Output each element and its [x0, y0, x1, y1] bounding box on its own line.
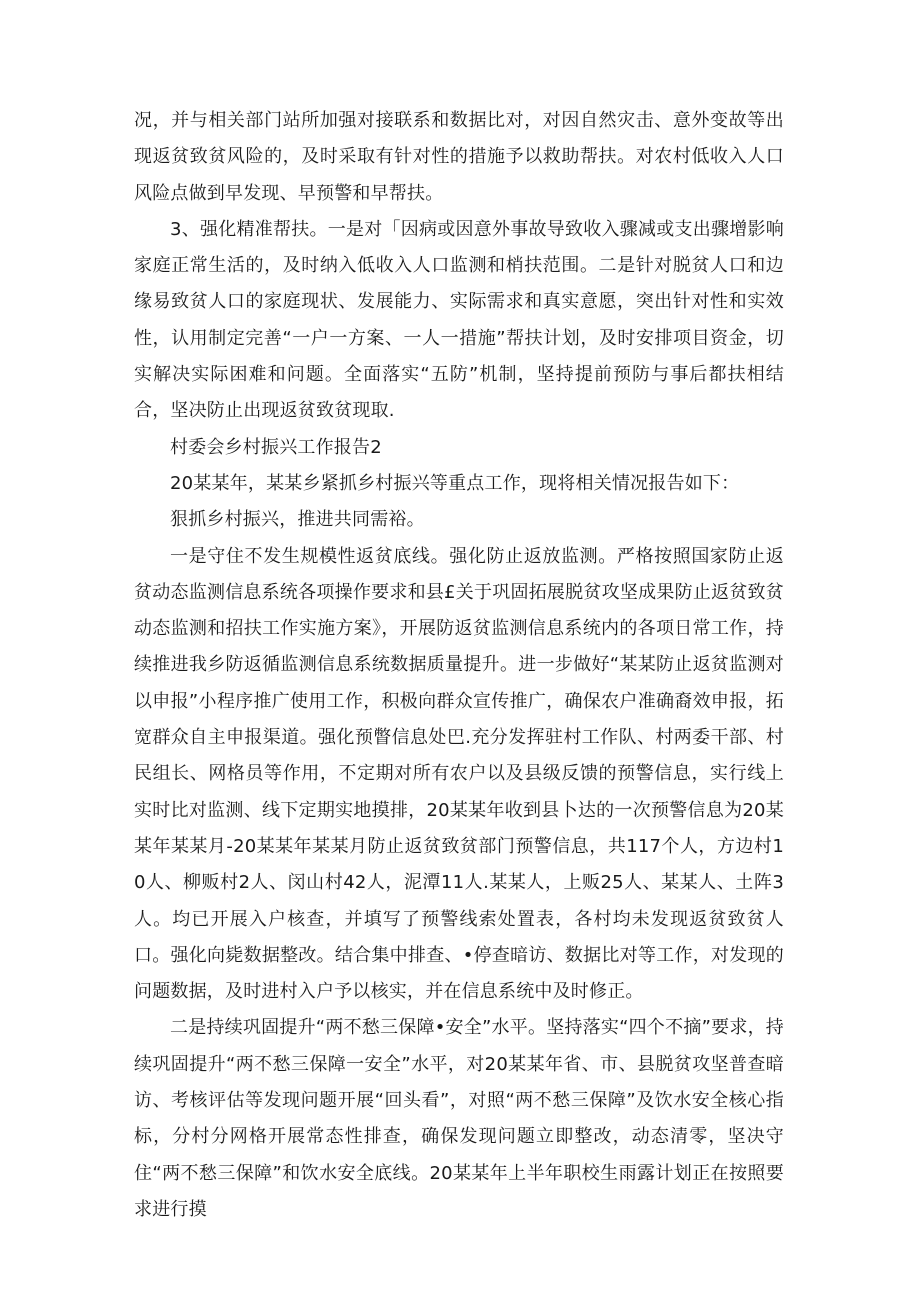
paragraph-point-3: 3、强化精准帮扶。一是对「因病或因意外事故导致收入骤减或支出骤增影响家庭正常生活的，及时纳入低收入人口监测和梢扶范围。二是针对脱贫人口和边缘易致贫人口的家庭现状、发展能力、实际需求和真实意愿，突出针对性和实效性，认用制定完善“一户一方案、一人一措施”帮扶计划，及时安排项目资金，切实解决实际困难和问题。全面落实“五防”机制，坚持提前预防与事后都扶相结合，坚决防止出现返贫致贫现取.: [134, 218, 784, 422]
report-title: 村委会乡村振兴工作报告2: [170, 436, 382, 458]
paragraph-continuation: 况，并与相关部门站所加强对接联系和数据比对，对因自然灾击、意外变故等出现返贫致贫风险的，及时采取有针对性的措施予以救助帮扶。对农村低收入人口风险点做到早发现、早预警和早帮扶。: [134, 110, 784, 204]
paragraph-intro: 20某某年，某某乡紧抓乡村振兴等重点工作，现将相关情况报告如下：: [170, 472, 740, 494]
paragraph-point-2: 二是持续巩固提升“两不愁三保障•安全”水平。坚持落实“四个不摘”要求，持续巩固提升“两不愁三保障一安全”水平，对20某某年省、市、县脱贫攻坚普查暗访、考核评估等发现问题开展“回头看”，对照“两不愁三保障”及饮水安全核心指标，分村分网格开展常态性排查，确保发现问题立即整改，动态清零，坚决守住“两不愁三保障”和饮水安全底线。20某某年上半年职校生雨露计划正在按照要求进行摸: [134, 1017, 784, 1220]
section-subheading: 狠抓乡村振兴，推进共同需裕。: [170, 509, 425, 531]
document-body: [134, 103, 784, 1228]
paragraph-point-1: 一是守住不发生规模性返贫底线。强化防止返放监测。严格按照国家防止返贫动态监测信息系统各项操作要求和县£关于巩固拓展脱贫攻坚成果防止返贫致贫动态监测和招扶工作实施方案》，开展防返贫监测信息系统内的各项日常工作，持续推进我乡防返循监测信息系统数据质量提升。进一步做好“某某防止返贫监测对以申报”小程序推广使用工作，积极向群众宣传推广，确保农户准确裔效申报，拓宽群众自主申报渠道。强化预瞥信息处巴.充分发挥驻村工作队、村两委干部、村民组长、网格员等作用，不定期对所有农户以及县级反馈的预警信息，实行线上实时比对监测、线下定期实地摸排，20某某年收到县卜达的一次预警信息为20某某年某某月-20某某年某某月防止返贫致贫部门预警信息，共117个人，方边村10人、柳贩村2人、闵山村42人，泥潭11人.某某人，上贩25人、某某人、土阵3人。均已开展入户核查，并填写了预警线索处置表，各村均未发现返贫致贫人口。强化向毙数据整改。结合集中排查、•停查暗访、数据比对等工作，对发现的问题数据，及时进村入户予以核实，并在信息系统中及时修正。: [134, 545, 784, 1003]
